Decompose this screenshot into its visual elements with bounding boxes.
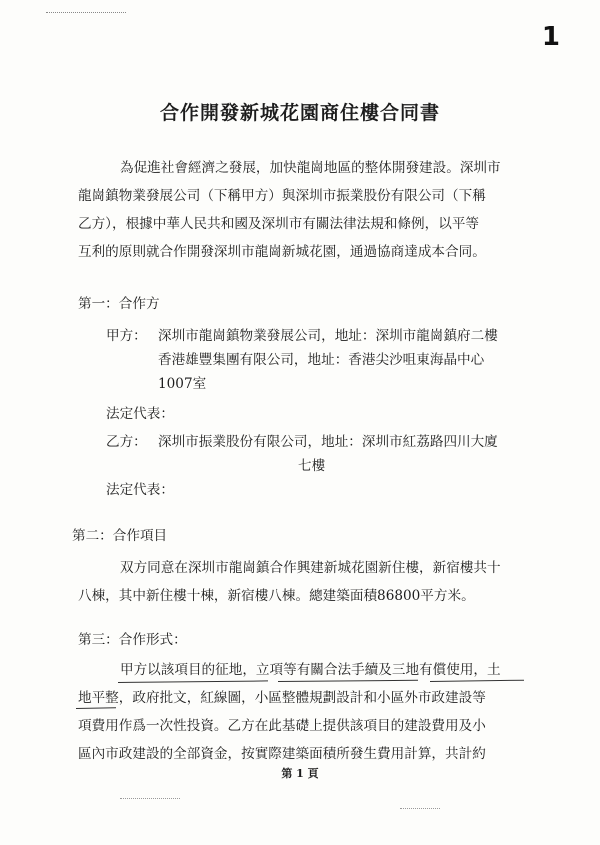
legal-rep-b: 法定代表： — [106, 482, 174, 498]
section3-heading: 第三：合作形式： — [78, 632, 187, 648]
section2-line-2: 八棟，其中新住樓十棟，新宿樓八棟。總建築面積86800平方米。 — [78, 588, 475, 604]
legal-rep-a: 法定代表： — [106, 406, 174, 422]
party-b-line-1: 深圳市振業股份有限公司，地址：深圳市紅荔路四川大廈 — [158, 434, 498, 450]
section2-heading: 第二：合作項目 — [72, 528, 168, 544]
page-title: 合作開發新城花園商住樓合同書 — [159, 102, 440, 124]
section3-line-3: 項費用作爲一次性投資。乙方在此基礎上提供該項目的建設費用及小 — [78, 718, 486, 734]
party-a-label: 甲方： — [106, 328, 147, 344]
section1-heading: 第一：合作方 — [78, 296, 160, 312]
party-b-line-2: 七樓 — [298, 458, 326, 474]
scan-mark — [400, 808, 440, 811]
section3-line-2: 地平整，政府批文，紅線圖，小區整體規劃設計和小區外市政建設等 — [78, 690, 486, 706]
section3-line-4: 區內市政建設的全部資金，按實際建築面積所發生費用計算，共計約 — [78, 746, 486, 762]
party-a-line-2: 香港雄豐集團有限公司，地址：香港尖沙咀東海晶中心 — [158, 352, 485, 368]
intro-line-2: 龍崗鎮物業發展公司（下稱甲方）與深圳市振業股份有限公司（下稱 — [78, 188, 486, 204]
page-number-badge: 1 — [541, 22, 560, 52]
party-b-label: 乙方： — [106, 434, 147, 450]
intro-line-3: 乙方），根據中華人民共和國及深圳市有關法律法規和條例，以平等 — [78, 216, 480, 232]
section3-line-1: 甲方以該項目的征地，立項等有關合法手續及三地有償使用，土 — [120, 662, 501, 678]
party-a-line-1: 深圳市龍崗鎮物業發展公司，地址：深圳市龍崗鎮府二樓 — [158, 328, 498, 344]
page-footer: 第 1 頁 — [281, 767, 319, 780]
scan-mark — [46, 12, 126, 15]
party-a-line-3: 1007室 — [158, 376, 207, 392]
scan-mark — [120, 798, 180, 801]
intro-line-4: 互利的原則就合作開發深圳市龍崗新城花園，通過協商達成本合同。 — [78, 244, 486, 260]
section2-line-1: 双方同意在深圳市龍崗鎮合作興建新城花園新住樓，新宿樓共十 — [120, 560, 501, 576]
intro-line-1: 為促進社會經濟之發展，加快龍崗地區的整体開發建設。深圳市 — [120, 160, 501, 176]
